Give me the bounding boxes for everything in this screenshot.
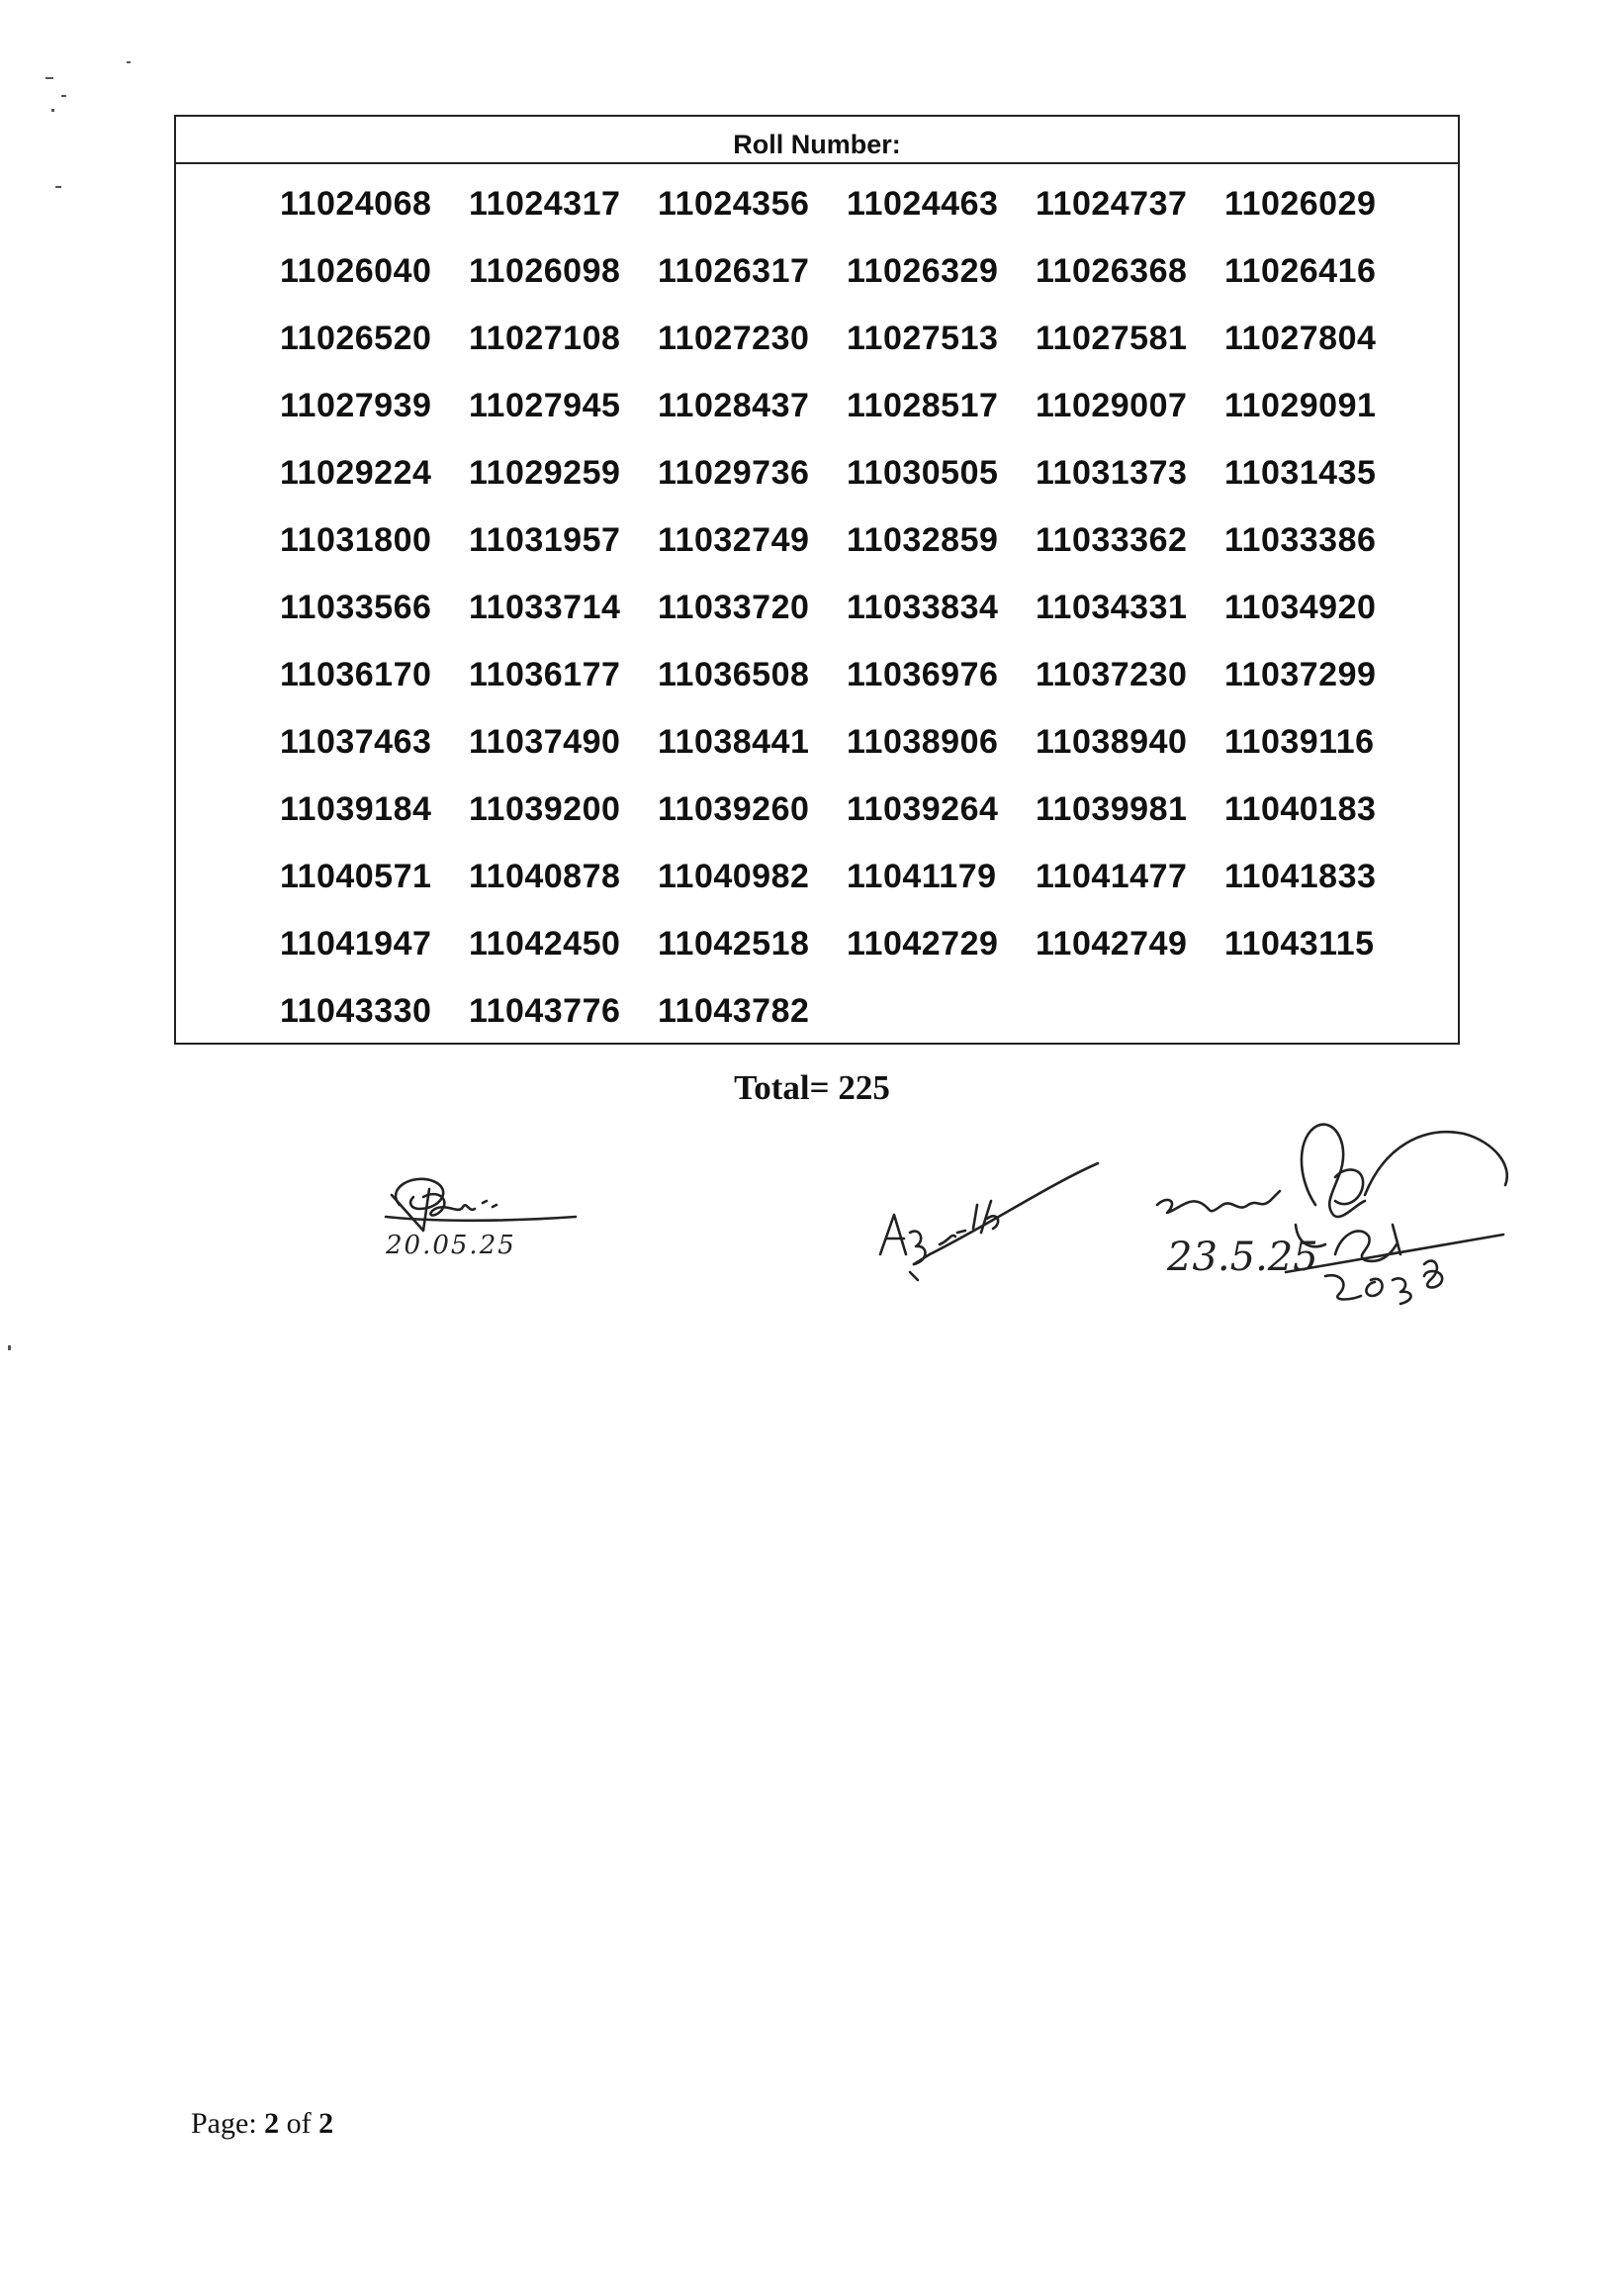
roll-number-cell: 11042450 <box>469 925 621 963</box>
roll-number-cell: 11026029 <box>1224 185 1377 223</box>
roll-number-cell: 11037230 <box>1036 656 1188 693</box>
roll-number-cell: 11037463 <box>280 723 432 761</box>
roll-number-cell: 11026098 <box>469 252 621 290</box>
roll-number-cell: 11027513 <box>847 320 999 357</box>
page-of: of <box>286 2107 312 2140</box>
roll-number-cell: 11026416 <box>1224 252 1377 290</box>
roll-number-cell: 11033720 <box>658 589 810 626</box>
scan-speck <box>45 77 53 79</box>
scan-speck <box>127 61 131 63</box>
scan-speck <box>55 186 61 188</box>
roll-number-cell: 11026040 <box>280 252 432 290</box>
roll-number-cell: 11028437 <box>658 387 810 424</box>
roll-number-cell: 11034331 <box>1036 589 1188 626</box>
roll-number-cell: 11029007 <box>1036 387 1188 424</box>
roll-number-cell: 11039200 <box>469 790 621 828</box>
roll-number-cell: 11036508 <box>658 656 810 693</box>
roll-number-cell: 11039981 <box>1036 790 1188 828</box>
roll-number-cell: 11024737 <box>1036 185 1188 223</box>
roll-number-cell: 11042729 <box>847 925 999 963</box>
roll-number-cell: 11033362 <box>1036 521 1188 559</box>
page-current: 2 <box>264 2107 280 2140</box>
roll-number-cell: 11027804 <box>1224 320 1377 357</box>
right-signature-date: 23.5.25 <box>1167 1235 1318 1280</box>
roll-number-cell: 11027945 <box>469 387 621 424</box>
roll-number-cell: 11027939 <box>280 387 432 424</box>
roll-number-cell: 11027108 <box>469 320 621 357</box>
roll-number-cell: 11036976 <box>847 656 999 693</box>
scan-speck <box>51 109 54 112</box>
roll-number-cell: 11031800 <box>280 521 432 559</box>
right-signatures <box>870 1106 1543 1333</box>
roll-number-cell: 11039116 <box>1224 723 1375 761</box>
roll-number-cell: 11038906 <box>847 723 999 761</box>
roll-number-cell: 11029736 <box>658 454 810 492</box>
roll-number-cell: 11041477 <box>1036 858 1188 895</box>
roll-number-cell: 11041179 <box>847 858 997 895</box>
roll-number-cell: 11026317 <box>658 252 810 290</box>
roll-number-cell: 11039184 <box>280 790 432 828</box>
roll-number-cell: 11036170 <box>280 656 432 693</box>
roll-number-cell: 11037490 <box>469 723 621 761</box>
roll-number-cell: 11043782 <box>658 992 810 1030</box>
roll-number-cell: 11029224 <box>280 454 432 492</box>
roll-number-cell: 11040982 <box>658 858 810 895</box>
roll-number-cell: 11037299 <box>1224 656 1377 693</box>
roll-number-cell: 11042749 <box>1036 925 1188 963</box>
page-indicator <box>191 2107 333 2141</box>
roll-number-cell: 11030505 <box>847 454 999 492</box>
scan-speck <box>61 95 66 97</box>
roll-number-cell: 11031373 <box>1036 454 1188 492</box>
roll-number-cell: 11033714 <box>469 589 621 626</box>
roll-number-cell: 11040878 <box>469 858 621 895</box>
roll-number-cell: 11034920 <box>1224 589 1377 626</box>
roll-number-cell: 11031957 <box>469 521 621 559</box>
page-label: Page: <box>191 2107 257 2140</box>
roll-number-cell: 11026368 <box>1036 252 1188 290</box>
total-count: Total= 225 <box>734 1068 890 1107</box>
roll-number-cell: 11028517 <box>847 387 999 424</box>
roll-number-cell: 11024356 <box>658 185 810 223</box>
roll-number-cell: 11026520 <box>280 320 432 357</box>
roll-number-grid <box>280 176 1413 1051</box>
roll-number-cell: 11040571 <box>280 858 432 895</box>
roll-number-cell: 11039260 <box>658 790 810 828</box>
roll-number-cell: 11041833 <box>1224 858 1377 895</box>
roll-number-cell: 11033386 <box>1224 521 1377 559</box>
roll-number-cell: 11027230 <box>658 320 810 357</box>
roll-number-cell: 11039264 <box>847 790 999 828</box>
roll-number-cell: 11024463 <box>847 185 999 223</box>
page-total: 2 <box>318 2107 334 2140</box>
roll-number-cell: 11032859 <box>847 521 999 559</box>
roll-number-cell: 11026329 <box>847 252 999 290</box>
scan-speck <box>8 1345 11 1350</box>
roll-number-cell: 11043776 <box>469 992 621 1030</box>
left-signature-date: 20.05.25 <box>386 1231 516 1260</box>
roll-number-cell: 11027581 <box>1036 320 1188 357</box>
roll-number-cell: 11033834 <box>847 589 999 626</box>
roll-number-cell: 11029259 <box>469 454 621 492</box>
roll-number-cell: 11042518 <box>658 925 810 963</box>
roll-number-cell: 11040183 <box>1224 790 1377 828</box>
roll-number-cell: 11029091 <box>1224 387 1377 424</box>
roll-number-cell: 11024317 <box>469 185 621 223</box>
roll-number-cell: 11038940 <box>1036 723 1188 761</box>
roll-number-cell: 11043115 <box>1224 925 1375 963</box>
roll-number-cell: 11036177 <box>469 656 621 693</box>
roll-number-cell: 11031435 <box>1224 454 1377 492</box>
roll-number-cell: 11043330 <box>280 992 432 1030</box>
roll-number-cell: 11032749 <box>658 521 810 559</box>
roll-number-cell: 11033566 <box>280 589 432 626</box>
roll-number-cell: 11041947 <box>280 925 432 963</box>
roll-number-cell: 11024068 <box>280 185 432 223</box>
roll-number-cell: 11038441 <box>658 723 810 761</box>
roll-number-table <box>174 115 1460 1045</box>
table-header: Roll Number: <box>176 117 1458 164</box>
